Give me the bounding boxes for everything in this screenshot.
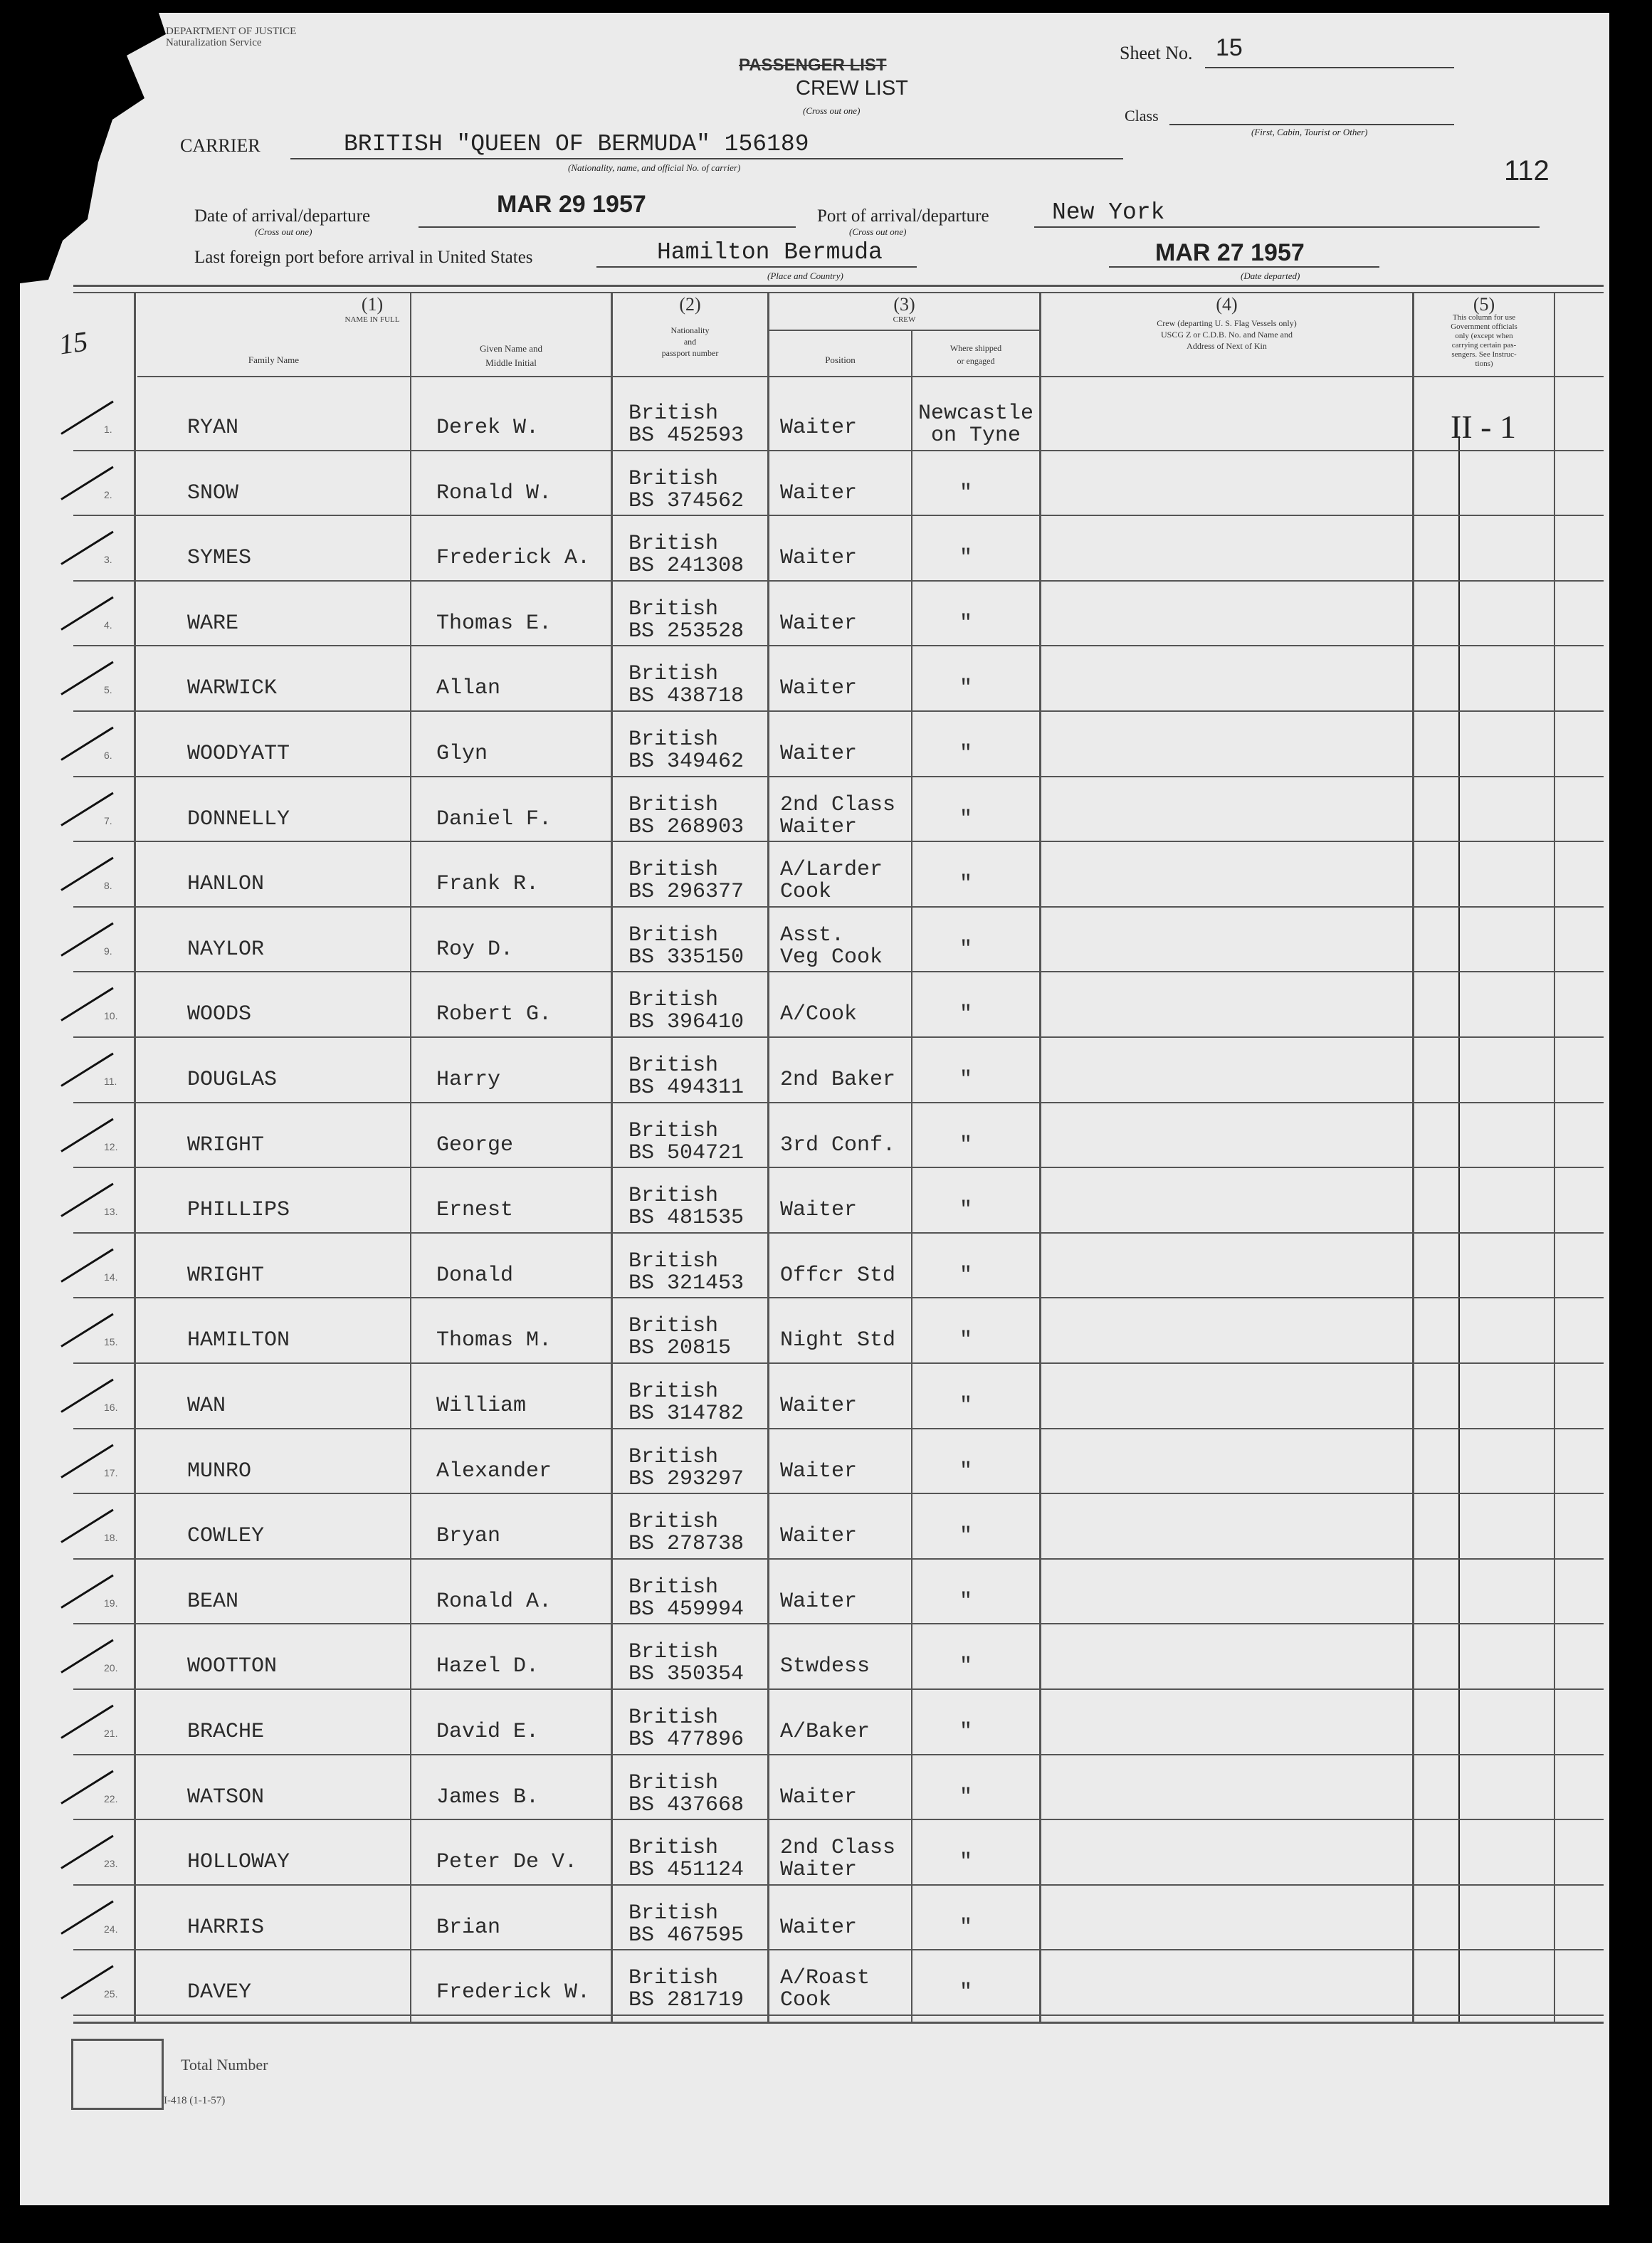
date-arrival-label: Date of arrival/departure <box>194 206 371 226</box>
position: Stwdess <box>780 1654 870 1679</box>
sheet-no-label: Sheet No. <box>1120 43 1193 63</box>
passport-number: BS 459994 <box>628 1597 745 1622</box>
crew-list-page <box>20 13 1609 2205</box>
passport-number: BS 349462 <box>628 750 745 774</box>
row-number: 25. <box>104 1988 118 2000</box>
col1-family-name: Family Name <box>248 354 300 365</box>
nationality: British <box>628 1706 719 1730</box>
where-shipped: " <box>959 1980 973 2005</box>
where-shipped: " <box>959 1133 973 1157</box>
row-divider <box>73 1688 1604 1690</box>
nationality: British <box>628 1770 719 1795</box>
nationality: British <box>628 988 719 1013</box>
row-number: 6. <box>104 750 112 761</box>
passport-number: BS 451124 <box>628 1858 745 1883</box>
position: Waiter <box>780 814 858 839</box>
where-shipped: " <box>959 937 973 962</box>
row-divider <box>73 971 1604 972</box>
passport-number: BS 350354 <box>628 1662 745 1687</box>
position: Cook <box>780 1988 832 2013</box>
port-arrival-label: Port of arrival/departure <box>817 206 989 226</box>
where-shipped: " <box>959 1654 973 1679</box>
position: Waiter <box>780 1198 858 1223</box>
position: Night Std <box>780 1328 896 1353</box>
passport-number: BS 253528 <box>628 619 745 644</box>
row-number: 4. <box>104 619 112 631</box>
passport-number: BS 481535 <box>628 1206 745 1231</box>
passport-number: BS 438718 <box>628 684 745 709</box>
row-divider <box>73 1623 1604 1624</box>
row-number: 24. <box>104 1923 118 1935</box>
row-divider <box>73 515 1604 516</box>
passport-number: BS 278738 <box>628 1532 745 1557</box>
position: A/Larder <box>780 858 883 883</box>
nationality: British <box>628 466 719 491</box>
position: 3rd Conf. <box>780 1133 896 1157</box>
family-name: DOUGLAS <box>187 1068 278 1092</box>
passport-number: BS 268903 <box>628 814 745 839</box>
row-divider <box>73 580 1604 582</box>
nationality: British <box>628 1314 719 1339</box>
row-number: 17. <box>104 1466 118 1478</box>
given-name: Brian <box>436 1915 501 1940</box>
class-label: Class <box>1125 107 1159 125</box>
nationality: British <box>628 858 719 883</box>
class-note: (First, Cabin, Tourist or Other) <box>1251 127 1368 137</box>
row-number: 7. <box>104 814 112 826</box>
position: Waiter <box>780 611 858 636</box>
position: Cook <box>780 880 832 905</box>
passport-number: BS 467595 <box>628 1923 745 1948</box>
where-shipped: " <box>959 1785 973 1809</box>
nationality: British <box>628 1249 719 1273</box>
passport-number: BS 335150 <box>628 945 745 970</box>
passport-number: BS 374562 <box>628 488 745 513</box>
row-divider <box>73 1428 1604 1429</box>
total-number-label: Total Number <box>181 2056 268 2074</box>
col3-position: Position <box>825 354 856 365</box>
position: Waiter <box>780 742 858 766</box>
where-shipped: " <box>959 1720 973 1744</box>
given-name: George <box>436 1133 514 1157</box>
family-name: WRIGHT <box>187 1133 265 1157</box>
nationality: British <box>628 1575 719 1599</box>
nationality: British <box>628 1444 719 1469</box>
given-name: Derek W. <box>436 416 540 440</box>
row-divider <box>73 1036 1604 1038</box>
carrier-label: CARRIER <box>180 135 261 156</box>
departure-date: MAR 27 1957 <box>1155 239 1305 266</box>
nationality: British <box>628 1118 719 1143</box>
position: A/Cook <box>780 1002 858 1027</box>
row-divider <box>73 450 1604 451</box>
row-divider <box>73 1232 1604 1234</box>
family-name: HANLON <box>187 872 265 897</box>
arrival-date: MAR 29 1957 <box>497 191 646 218</box>
given-name: Donald <box>436 1263 514 1288</box>
col2-title: Nationality and passport number <box>661 325 719 358</box>
col5-number: (5) <box>1473 294 1495 315</box>
family-name: WARWICK <box>187 676 278 701</box>
col5-annotation: II - 1 <box>1451 409 1516 445</box>
passport-number: BS 241308 <box>628 554 745 579</box>
nationality: British <box>628 792 719 817</box>
row-number: 13. <box>104 1206 118 1218</box>
cross-out-note: (Cross out one) <box>803 105 861 116</box>
where-shipped: " <box>959 1915 973 1940</box>
position: Waiter <box>780 1589 858 1614</box>
agency-line1: DEPARTMENT OF JUSTICE <box>166 26 297 37</box>
position: Asst. <box>780 923 845 947</box>
port-arrival-value: New York <box>1052 199 1165 226</box>
position: Waiter <box>780 546 858 571</box>
nationality: British <box>628 401 719 426</box>
crew-list-title: CREW LIST <box>796 77 908 100</box>
where-shipped: " <box>959 872 973 897</box>
passport-number: BS 477896 <box>628 1728 745 1752</box>
row-number: 2. <box>104 488 112 500</box>
given-name: Daniel F. <box>436 807 552 831</box>
family-name: NAYLOR <box>187 937 265 962</box>
where-shipped: " <box>959 676 973 701</box>
position: Offcr Std <box>780 1263 896 1288</box>
position: Waiter <box>780 1394 858 1418</box>
date-departed-note: (Date departed) <box>1241 270 1300 281</box>
given-name: Ernest <box>436 1198 514 1223</box>
given-name: Roy D. <box>436 937 514 962</box>
where-shipped: " <box>959 1002 973 1027</box>
nationality: British <box>628 532 719 557</box>
where-shipped: " <box>959 1198 973 1223</box>
date-cross-note: (Cross out one) <box>255 226 312 237</box>
row-number: 22. <box>104 1792 118 1805</box>
where-shipped: " <box>959 807 973 831</box>
row-number: 3. <box>104 554 112 566</box>
nationality: British <box>628 1054 719 1078</box>
nationality: British <box>628 1836 719 1861</box>
given-name: Ronald W. <box>436 480 552 505</box>
passport-number: BS 452593 <box>628 424 745 448</box>
given-name: Frederick W. <box>436 1980 591 2005</box>
passport-number: BS 321453 <box>628 1271 745 1296</box>
row-number: 21. <box>104 1728 118 1739</box>
where-shipped: " <box>959 611 973 636</box>
family-name: HAMILTON <box>187 1328 290 1353</box>
given-name: David E. <box>436 1720 540 1744</box>
col2-number: (2) <box>679 294 701 315</box>
given-name: Thomas E. <box>436 611 552 636</box>
passport-number: BS 437668 <box>628 1792 745 1817</box>
family-name: WARE <box>187 611 239 636</box>
last-port-value: Hamilton Bermuda <box>657 239 883 266</box>
where-shipped: " <box>959 1850 973 1875</box>
row-divider <box>73 2015 1604 2016</box>
passport-number: BS 281719 <box>628 1988 745 2013</box>
row-divider <box>73 1884 1604 1886</box>
col1-title: NAME IN FULL <box>344 315 400 324</box>
position: 2nd Class <box>780 792 896 817</box>
row-divider <box>73 1167 1604 1168</box>
col3-title: CREW <box>893 315 916 324</box>
family-name: WRIGHT <box>187 1263 265 1288</box>
carrier-note: (Nationality, name, and official No. of carrier) <box>568 162 741 173</box>
row-number: 5. <box>104 684 112 696</box>
given-name: James B. <box>436 1785 540 1809</box>
row-number: 14. <box>104 1271 118 1283</box>
passport-number: BS 396410 <box>628 1010 745 1035</box>
where-shipped: Newcastle <box>918 401 1034 426</box>
nationality: British <box>628 1640 719 1665</box>
where-shipped: on Tyne <box>931 424 1021 448</box>
place-country-note: (Place and Country) <box>767 270 843 281</box>
family-name: DAVEY <box>187 1980 252 2005</box>
where-shipped: " <box>959 480 973 505</box>
given-name: Ronald A. <box>436 1589 552 1614</box>
torn-corner <box>20 13 191 298</box>
family-name: MUNRO <box>187 1459 252 1483</box>
row-divider <box>73 1558 1604 1560</box>
position: 2nd Baker <box>780 1068 896 1092</box>
given-name: Allan <box>436 676 501 701</box>
nationality: British <box>628 1901 719 1926</box>
row-number: 8. <box>104 880 112 892</box>
family-name: WAN <box>187 1394 226 1418</box>
given-name: Bryan <box>436 1524 501 1549</box>
row-divider <box>73 1493 1604 1494</box>
where-shipped: " <box>959 1394 973 1418</box>
family-name: BEAN <box>187 1589 239 1614</box>
nationality: British <box>628 1380 719 1404</box>
row-number: 18. <box>104 1532 118 1544</box>
nationality: British <box>628 1510 719 1535</box>
family-name: WOOTTON <box>187 1654 278 1679</box>
passport-number: BS 20815 <box>628 1336 732 1361</box>
family-name: WOODS <box>187 1002 252 1027</box>
nationality: British <box>628 727 719 752</box>
family-name: COWLEY <box>187 1524 265 1549</box>
passport-number: BS 504721 <box>628 1140 745 1165</box>
nationality: British <box>628 597 719 621</box>
where-shipped: " <box>959 1068 973 1092</box>
position: Waiter <box>780 1524 858 1549</box>
family-name: WATSON <box>187 1785 265 1809</box>
row-number: 20. <box>104 1662 118 1674</box>
page-number: 112 <box>1504 155 1550 187</box>
given-name: Frederick A. <box>436 546 591 571</box>
where-shipped: " <box>959 742 973 766</box>
passport-number: BS 494311 <box>628 1076 745 1100</box>
family-name: WOODYATT <box>187 742 290 766</box>
family-name: RYAN <box>187 416 239 440</box>
passport-number: BS 293297 <box>628 1466 745 1491</box>
given-name: Alexander <box>436 1459 552 1483</box>
position: A/Roast <box>780 1966 870 1991</box>
given-name: Robert G. <box>436 1002 552 1027</box>
family-name: BRACHE <box>187 1720 265 1744</box>
where-shipped: " <box>959 1459 973 1483</box>
col5-title: This column for use Government officials only (except when carrying certain pas- sengers. See Instruc- tions) <box>1451 313 1517 368</box>
col3-number: (3) <box>893 294 915 315</box>
row-divider <box>73 1754 1604 1755</box>
given-name: Thomas M. <box>436 1328 552 1353</box>
port-cross-note: (Cross out one) <box>849 226 907 237</box>
position: Waiter <box>780 676 858 701</box>
nationality: British <box>628 662 719 687</box>
row-number: 12. <box>104 1140 118 1152</box>
row-number: 16. <box>104 1402 118 1413</box>
position: 2nd Class <box>780 1836 896 1861</box>
given-name: Hazel D. <box>436 1654 540 1679</box>
row-divider <box>73 1949 1604 1950</box>
row-number: 23. <box>104 1858 118 1870</box>
row-divider <box>73 841 1604 842</box>
last-port-label: Last foreign port before arrival in United States <box>194 248 533 267</box>
form-number: I-418 (1-1-57) <box>164 2095 226 2106</box>
agency-line2: Naturalization Service <box>166 37 262 48</box>
where-shipped: " <box>959 1589 973 1614</box>
carrier-value: BRITISH "QUEEN OF BERMUDA" 156189 <box>344 131 809 157</box>
nationality: British <box>628 1966 719 1991</box>
col1-given-name: Given Name and Middle Initial <box>479 343 543 368</box>
position: A/Baker <box>780 1720 870 1744</box>
nationality: British <box>628 1184 719 1209</box>
row-divider <box>73 906 1604 908</box>
handwritten-note: 15 <box>57 325 90 361</box>
row-number: 15. <box>104 1336 118 1348</box>
row-number: 10. <box>104 1010 118 1022</box>
col3-where: Where shipped or engaged <box>949 343 1002 366</box>
col4-title: Crew (departing U. S. Flag Vessels only) USCG Z or C.D.B. No. and Name and Address of Next of Kin <box>1157 318 1297 351</box>
row-divider <box>73 1362 1604 1364</box>
position: Veg Cook <box>780 945 883 970</box>
row-number: 1. <box>104 424 112 435</box>
row-divider <box>73 776 1604 777</box>
passport-number: BS 296377 <box>628 880 745 905</box>
passenger-list-title-struck: PASSENGER LIST <box>739 56 887 75</box>
position: Waiter <box>780 1915 858 1940</box>
row-divider <box>73 1297 1604 1298</box>
where-shipped: " <box>959 1328 973 1353</box>
given-name: Glyn <box>436 742 488 766</box>
nationality: British <box>628 923 719 947</box>
family-name: HOLLOWAY <box>187 1850 290 1875</box>
where-shipped: " <box>959 1263 973 1288</box>
position: Waiter <box>780 480 858 505</box>
passport-number: BS 314782 <box>628 1402 745 1426</box>
where-shipped: " <box>959 546 973 571</box>
position: Waiter <box>780 1459 858 1483</box>
row-number: 11. <box>104 1076 117 1087</box>
row-divider <box>73 710 1604 712</box>
col1-number: (1) <box>361 294 384 315</box>
row-divider <box>73 1819 1604 1820</box>
row-number: 9. <box>104 945 112 957</box>
row-divider <box>73 1102 1604 1103</box>
family-name: DONNELLY <box>187 807 290 831</box>
position: Waiter <box>780 1785 858 1809</box>
family-name: HARRIS <box>187 1915 265 1940</box>
position: Waiter <box>780 416 858 440</box>
col4-number: (4) <box>1216 294 1238 315</box>
row-divider <box>73 645 1604 646</box>
given-name: Peter De V. <box>436 1850 578 1875</box>
row-number: 19. <box>104 1597 118 1609</box>
given-name: Harry <box>436 1068 501 1092</box>
where-shipped: " <box>959 1524 973 1549</box>
family-name: SNOW <box>187 480 239 505</box>
family-name: PHILLIPS <box>187 1198 290 1223</box>
sheet-no-value: 15 <box>1216 34 1243 61</box>
family-name: SYMES <box>187 546 252 571</box>
position: Waiter <box>780 1858 858 1883</box>
given-name: William <box>436 1394 527 1418</box>
total-number-box <box>71 2039 164 2110</box>
given-name: Frank R. <box>436 872 540 897</box>
